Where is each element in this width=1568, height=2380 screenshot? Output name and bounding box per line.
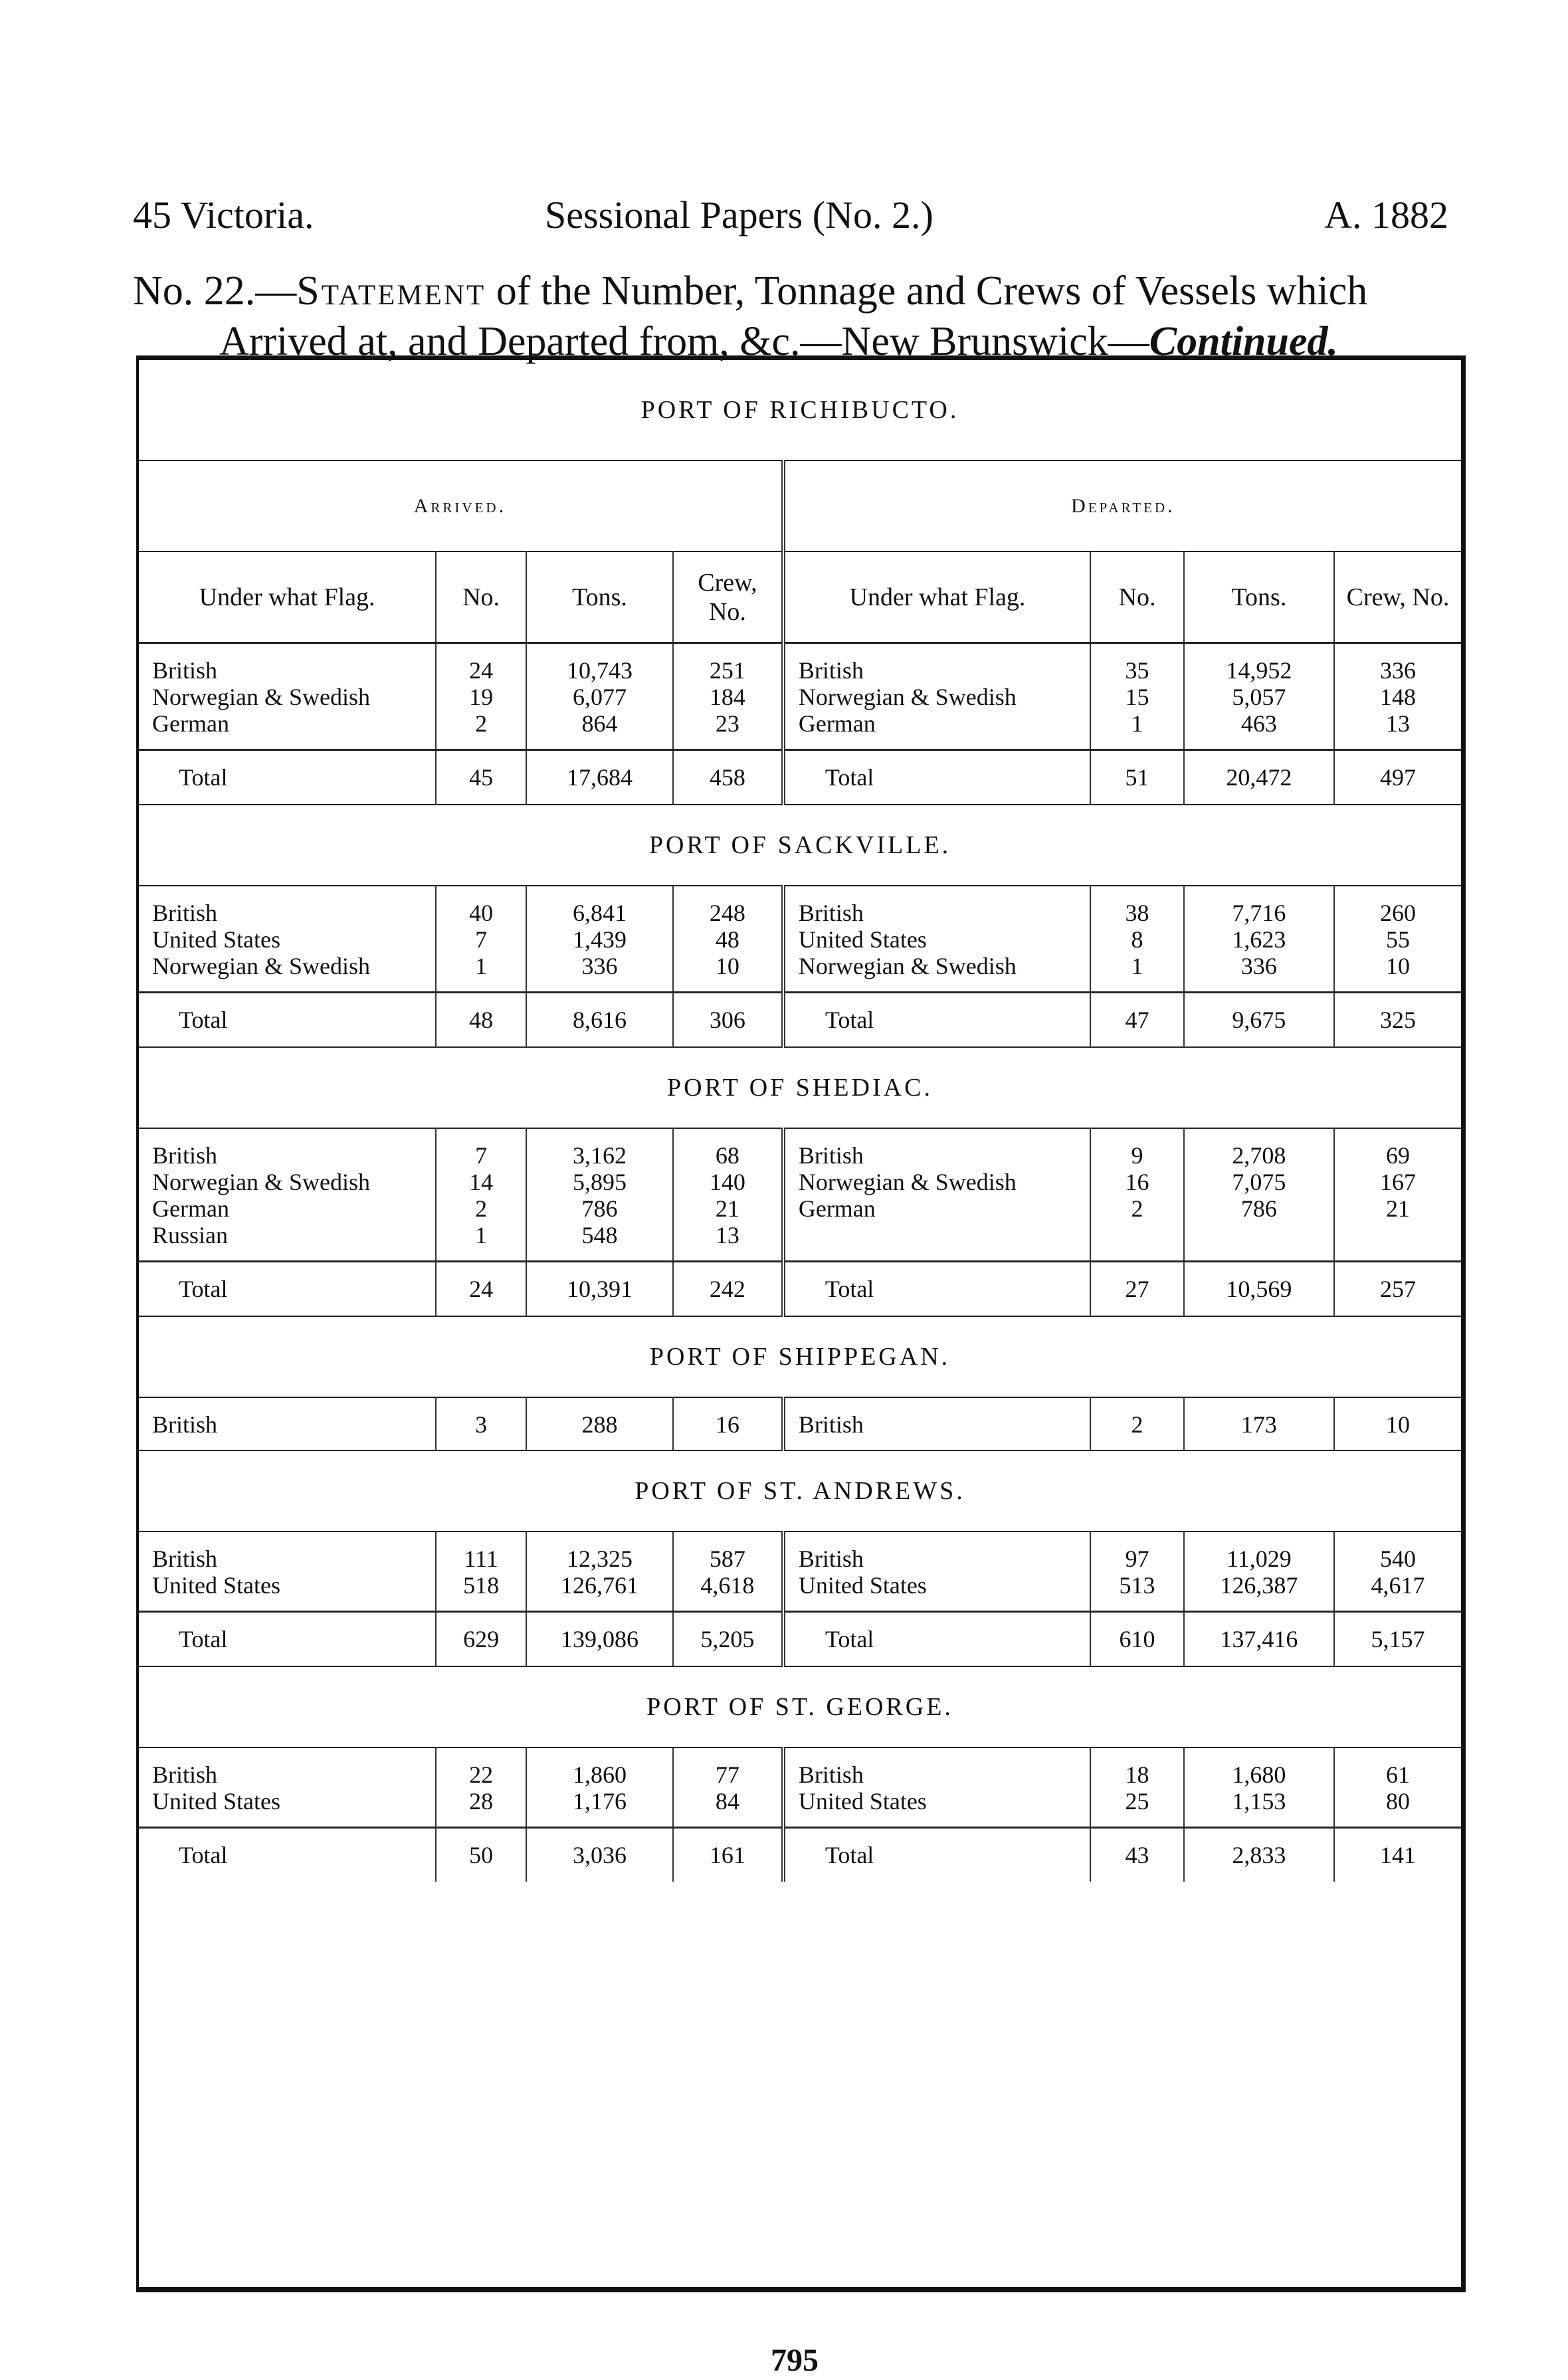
- flag-cell: British: [783, 1532, 1090, 1572]
- table-row: [139, 1169, 1461, 1195]
- crew-cell: 587: [673, 1532, 783, 1572]
- total-value: 139,086: [526, 1612, 673, 1667]
- statement-table: [139, 360, 1461, 1882]
- port-title-row: [139, 805, 1461, 886]
- number-cell: 14: [436, 1169, 526, 1195]
- total-label: Total: [139, 993, 436, 1048]
- crew-cell: 148: [1379, 684, 1416, 710]
- tons-cell: 336: [1184, 953, 1334, 993]
- crew-cell: 69: [1334, 1128, 1461, 1169]
- port-name: PORT OF SHIPPEGAN.: [139, 1316, 1461, 1397]
- crew-cell: [1334, 1222, 1461, 1262]
- arrived-header: Arrived.: [139, 460, 783, 551]
- flag-cell: Norwegian & Swedish: [139, 1169, 436, 1195]
- table-row: [139, 886, 1461, 926]
- total-value: 161: [673, 1828, 783, 1882]
- table-row: [139, 1195, 1461, 1222]
- departed-header: Departed.: [783, 460, 1461, 551]
- tons-cell: 463: [1184, 710, 1334, 750]
- header-left: 45 Victoria.: [133, 193, 314, 237]
- total-value: 45: [436, 750, 526, 805]
- crew-cell: 23: [673, 710, 783, 750]
- title-smallcaps: Statement: [296, 268, 486, 314]
- table-row: [139, 643, 1461, 684]
- total-label: Total: [139, 1612, 436, 1667]
- tons-cell: 11,029: [1184, 1532, 1334, 1572]
- crew-cell: 68: [673, 1128, 783, 1169]
- port-name: PORT OF SACKVILLE.: [139, 805, 1461, 886]
- number-cell: 38: [1090, 886, 1184, 926]
- number-cell: 19: [436, 684, 526, 710]
- flag-cell: British: [783, 1397, 1090, 1450]
- number-cell: 1: [1090, 953, 1184, 993]
- number-cell: 2: [436, 1195, 526, 1222]
- port-title-row: [139, 1666, 1461, 1747]
- tons-cell: [1184, 1222, 1334, 1262]
- flag-cell: British: [783, 1128, 1090, 1169]
- total-row: [139, 1828, 1461, 1882]
- total-value: 3,036: [526, 1828, 673, 1882]
- port-name: PORT OF SHEDIAC.: [139, 1047, 1461, 1128]
- total-value: 17,684: [526, 750, 673, 805]
- tons-cell: 336: [526, 953, 673, 993]
- total-value: 24: [436, 1262, 526, 1317]
- total-value: 141: [1334, 1828, 1461, 1882]
- header-center: Sessional Papers (No. 2.): [545, 193, 933, 237]
- tons-cell: 12,325: [526, 1532, 673, 1572]
- number-cell: 35: [1090, 643, 1184, 684]
- number-cell: 1: [436, 1222, 526, 1262]
- number-cell: 15: [1090, 684, 1184, 710]
- total-row: [139, 993, 1461, 1048]
- number-cell: [1090, 1222, 1184, 1262]
- flag-cell: Norwegian & Swedish: [783, 1169, 1090, 1195]
- column-header-no: No.: [1090, 551, 1184, 643]
- table-row: [139, 684, 1461, 710]
- crew-cell: 10: [673, 953, 783, 993]
- tons-cell: 14,952: [1184, 643, 1334, 684]
- number-cell: 18: [1090, 1747, 1184, 1788]
- flag-cell: United States: [139, 926, 436, 953]
- number-cell: 7: [436, 926, 526, 953]
- number-cell: 518: [436, 1572, 526, 1612]
- total-value: 51: [1090, 750, 1184, 805]
- crew-cell: 184: [673, 684, 783, 710]
- tons-cell: 5,057: [1184, 684, 1334, 710]
- crew-cell: 16: [673, 1397, 783, 1450]
- port-title-row: [139, 1316, 1461, 1397]
- crew-cell: 140: [673, 1169, 783, 1195]
- total-value: 2,833: [1184, 1828, 1334, 1882]
- flag-cell: German: [783, 710, 1090, 750]
- column-header-row: [139, 551, 1461, 643]
- crew-cell: 13: [673, 1222, 783, 1262]
- total-label: Total: [783, 1262, 1090, 1317]
- number-cell: 3: [436, 1397, 526, 1450]
- total-value: 257: [1334, 1262, 1461, 1317]
- table-row: [139, 953, 1461, 993]
- port-name: PORT OF ST. GEORGE.: [139, 1666, 1461, 1747]
- number-cell: 1: [436, 953, 526, 993]
- port-title-row: [139, 1450, 1461, 1532]
- column-header-flag: Under what Flag.: [783, 551, 1090, 643]
- table-row: [139, 1788, 1461, 1828]
- flag-cell: [783, 1222, 1090, 1262]
- flag-cell: British: [139, 1747, 436, 1788]
- total-value: 9,675: [1184, 993, 1334, 1048]
- total-value: 610: [1090, 1612, 1184, 1667]
- crew-cell: 167: [1379, 1169, 1416, 1195]
- flag-cell: German: [139, 1195, 436, 1222]
- number-cell: 40: [436, 886, 526, 926]
- page-number: 795: [771, 2343, 819, 2378]
- tons-cell: 288: [526, 1397, 673, 1450]
- table-row: [139, 1222, 1461, 1262]
- number-cell: 2: [1090, 1195, 1184, 1222]
- port-title-row: [139, 360, 1461, 460]
- total-row: [139, 1262, 1461, 1317]
- table-row: [139, 1532, 1461, 1572]
- crew-cell: 77: [673, 1747, 783, 1788]
- flag-cell: Russian: [139, 1222, 436, 1262]
- tons-cell: 173: [1184, 1397, 1334, 1450]
- column-header-crew: Crew, No.: [673, 551, 783, 643]
- crew-cell: 61: [1334, 1747, 1461, 1788]
- flag-cell: Norwegian & Swedish: [783, 684, 1090, 710]
- number-cell: 2: [436, 710, 526, 750]
- flag-cell: British: [139, 886, 436, 926]
- column-header-tons: Tons.: [526, 551, 673, 643]
- flag-cell: United States: [139, 1572, 436, 1612]
- header-right: A. 1882: [1324, 193, 1448, 237]
- table-row: [139, 1747, 1461, 1788]
- tons-cell: 1,623: [1184, 926, 1334, 953]
- tons-cell: 5,895: [526, 1169, 673, 1195]
- total-value: 10,391: [526, 1262, 673, 1317]
- tons-cell: 7,075: [1184, 1169, 1334, 1195]
- statement-title: [133, 266, 1455, 367]
- tons-cell: 126,387: [1184, 1572, 1334, 1612]
- title-continued: Continued.: [1149, 319, 1339, 364]
- running-header: [133, 193, 1448, 252]
- total-value: 306: [673, 993, 783, 1048]
- tons-cell: 6,841: [526, 886, 673, 926]
- tons-cell: 786: [1184, 1195, 1334, 1222]
- total-value: 458: [673, 750, 783, 805]
- tons-cell: 786: [526, 1195, 673, 1222]
- flag-cell: British: [139, 1128, 436, 1169]
- port-title-row: [139, 1047, 1461, 1128]
- crew-cell: 10: [1334, 1397, 1461, 1450]
- total-value: 137,416: [1184, 1612, 1334, 1667]
- number-cell: 28: [436, 1788, 526, 1828]
- number-cell: 8: [1090, 926, 1184, 953]
- total-value: 325: [1334, 993, 1461, 1048]
- flag-cell: British: [783, 643, 1090, 684]
- crew-cell: 4,618: [673, 1572, 783, 1612]
- crew-cell: 336: [1334, 643, 1461, 684]
- table-row: [139, 1128, 1461, 1169]
- flag-cell: United States: [783, 1788, 1090, 1828]
- crew-cell: 540: [1334, 1532, 1461, 1572]
- flag-cell: German: [139, 710, 436, 750]
- total-value: 47: [1090, 993, 1184, 1048]
- total-value: 497: [1334, 750, 1461, 805]
- total-row: [139, 750, 1461, 805]
- total-label: Total: [783, 1612, 1090, 1667]
- tons-cell: 2,708: [1184, 1128, 1334, 1169]
- tons-cell: 7,716: [1184, 886, 1334, 926]
- number-cell: 7: [436, 1128, 526, 1169]
- arrived-departed-header: [139, 460, 1461, 551]
- number-cell: 513: [1090, 1572, 1184, 1612]
- crew-cell: 84: [673, 1788, 783, 1828]
- total-value: 242: [673, 1262, 783, 1317]
- tons-cell: 1,680: [1184, 1747, 1334, 1788]
- total-value: 20,472: [1184, 750, 1334, 805]
- number-cell: 111: [436, 1532, 526, 1572]
- tons-cell: 1,439: [526, 926, 673, 953]
- total-value: 10,569: [1184, 1262, 1334, 1317]
- statement-table-frame: [136, 355, 1466, 2292]
- table-row: [139, 1572, 1461, 1612]
- crew-cell: 13: [1385, 710, 1410, 737]
- flag-cell: British: [139, 1397, 436, 1450]
- title-prefix: No. 22.—: [133, 268, 297, 314]
- tons-cell: 1,860: [526, 1747, 673, 1788]
- number-cell: 97: [1090, 1532, 1184, 1572]
- column-header-tons: Tons.: [1184, 551, 1334, 643]
- number-cell: 1: [1090, 710, 1184, 750]
- total-value: 27: [1090, 1262, 1184, 1317]
- flag-cell: United States: [139, 1788, 436, 1828]
- crew-cell: 260: [1334, 886, 1461, 926]
- crew-cell: 251: [673, 643, 783, 684]
- number-cell: 25: [1090, 1788, 1184, 1828]
- port-name: PORT OF ST. ANDREWS.: [139, 1450, 1461, 1532]
- column-header-no: No.: [436, 551, 526, 643]
- table-row: [139, 1397, 1461, 1450]
- total-label: Total: [783, 1828, 1090, 1882]
- number-cell: 2: [1090, 1397, 1184, 1450]
- tons-cell: 126,761: [526, 1572, 673, 1612]
- total-value: 629: [436, 1612, 526, 1667]
- total-label: Total: [783, 993, 1090, 1048]
- flag-cell: German: [783, 1195, 1090, 1222]
- total-label: Total: [783, 750, 1090, 805]
- flag-cell: British: [139, 643, 436, 684]
- flag-cell: Norwegian & Swedish: [139, 684, 436, 710]
- flag-cell: British: [783, 1747, 1090, 1788]
- crew-cell: 80: [1385, 1788, 1410, 1815]
- number-cell: 24: [436, 643, 526, 684]
- number-cell: 16: [1090, 1169, 1184, 1195]
- total-value: 5,205: [673, 1612, 783, 1667]
- flag-cell: United States: [783, 926, 1090, 953]
- tons-cell: 1,176: [526, 1788, 673, 1828]
- total-label: Total: [139, 1262, 436, 1317]
- total-value: 8,616: [526, 993, 673, 1048]
- title-line2: Arrived at, and Departed from, &c.—New Brunswick—: [219, 319, 1149, 364]
- total-value: 48: [436, 993, 526, 1048]
- crew-cell: 21: [1385, 1195, 1410, 1222]
- flag-cell: United States: [783, 1572, 1090, 1612]
- total-value: 5,157: [1334, 1612, 1461, 1667]
- tons-cell: 864: [526, 710, 673, 750]
- number-cell: 22: [436, 1747, 526, 1788]
- crew-cell: 21: [673, 1195, 783, 1222]
- crew-cell: 4,617: [1371, 1572, 1425, 1599]
- table-row: [139, 710, 1461, 750]
- total-label: Total: [139, 750, 436, 805]
- tons-cell: 10,743: [526, 643, 673, 684]
- total-value: 43: [1090, 1828, 1184, 1882]
- title-line1: of the Number, Tonnage and Crews of Vessels which: [486, 268, 1368, 314]
- number-cell: 9: [1090, 1128, 1184, 1169]
- tons-cell: 548: [526, 1222, 673, 1262]
- tons-cell: 3,162: [526, 1128, 673, 1169]
- flag-cell: Norwegian & Swedish: [783, 953, 1090, 993]
- column-header-flag: Under what Flag.: [139, 551, 436, 643]
- flag-cell: Norwegian & Swedish: [139, 953, 436, 993]
- tons-cell: 1,153: [1184, 1788, 1334, 1828]
- port-name: PORT OF RICHIBUCTO.: [640, 396, 959, 424]
- table-row: [139, 926, 1461, 953]
- flag-cell: British: [783, 886, 1090, 926]
- total-value: 50: [436, 1828, 526, 1882]
- total-label: Total: [139, 1828, 436, 1882]
- crew-cell: 48: [673, 926, 783, 953]
- crew-cell: 248: [673, 886, 783, 926]
- crew-cell: 10: [1385, 953, 1410, 979]
- flag-cell: British: [139, 1532, 436, 1572]
- crew-cell: 55: [1385, 926, 1410, 953]
- column-header-crew: Crew, No.: [1334, 551, 1461, 643]
- total-row: [139, 1612, 1461, 1667]
- tons-cell: 6,077: [526, 684, 673, 710]
